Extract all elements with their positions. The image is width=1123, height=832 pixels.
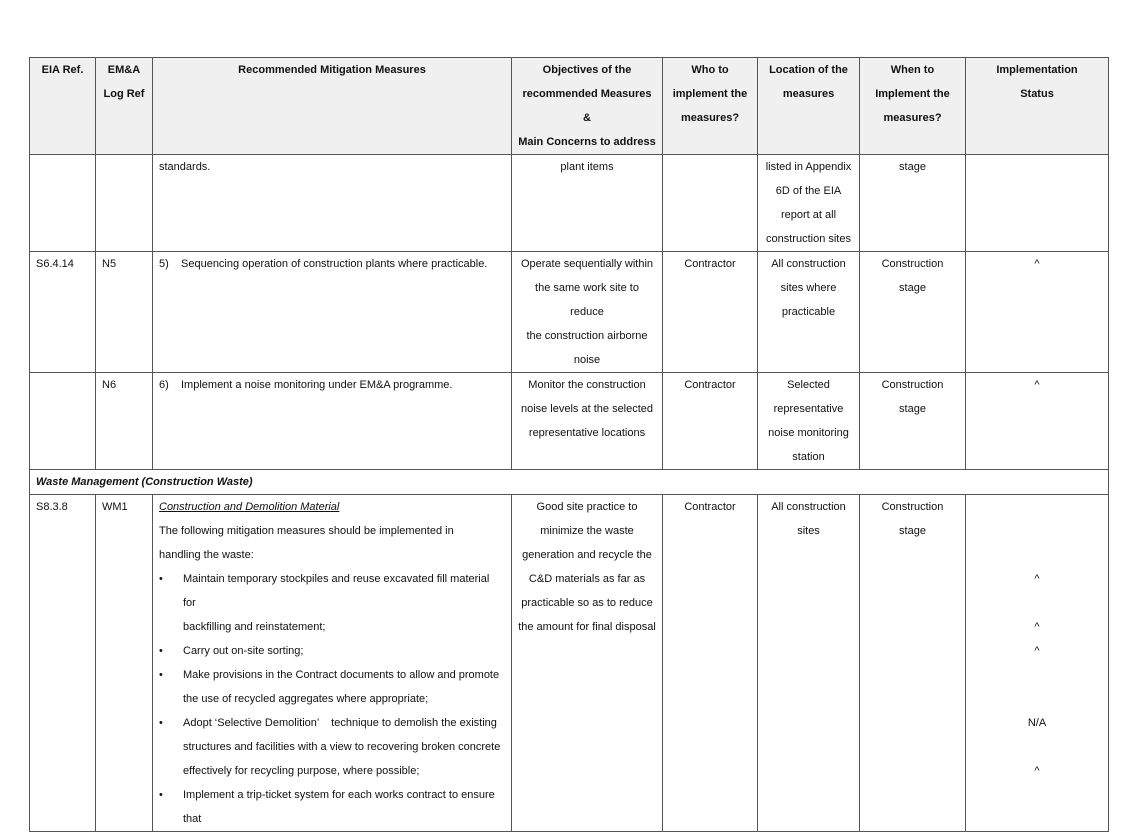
location-cell: Selected representative noise monitoring station [758,373,860,470]
table-row [30,155,1109,252]
section-title: Waste Management (Construction Waste) [30,470,1109,495]
who-cell: Contractor [663,252,758,373]
who-cell: Contractor [663,495,758,832]
who-cell [663,155,758,252]
header-location: Location of the measures [758,58,860,155]
measure-cell: standards. [153,155,512,252]
objective-cell: Monitor the construction noise levels at the selected representative locations [512,373,663,470]
measure-cell: 5) Sequencing operation of construction plants where practicable. [153,252,512,373]
header-status: Implementation Status [966,58,1109,155]
header-measures: Recommended Mitigation Measures [153,58,512,155]
log-ref-cell: WM1 [96,495,153,832]
log-ref-cell: N5 [96,252,153,373]
when-cell: Construction stage [860,495,966,832]
bullet-icon: • [159,717,163,729]
eia-ref-cell: S6.4.14 [30,252,96,373]
list-item: • Adopt ‘Selective Demolition’ technique to demolish the existing structures and facilities with a view to recovering broken concrete effectively for recycling purpose, where possible; [159,711,505,783]
table-row [30,373,1109,470]
measure-cell [153,495,512,832]
eia-ref-cell [30,373,96,470]
status-cell: ^ [966,373,1109,470]
list-item: • Implement a trip-ticket system for each works contract to ensure that [159,783,505,831]
measure-heading: Construction and Demolition Material [159,501,340,513]
header-log-ref: EM&A Log Ref [96,58,153,155]
bullet-icon: • [159,573,163,585]
list-item: • Carry out on-site sorting; [159,639,505,663]
eia-ref-cell: S8.3.8 [30,495,96,832]
measure-intro: The following mitigation measures should be implemented in [159,525,454,537]
measure-intro: handling the waste: [159,549,254,561]
log-ref-cell [96,155,153,252]
location-cell: All construction sites [758,495,860,832]
log-ref-cell: N6 [96,373,153,470]
objective-cell: Good site practice to minimize the waste generation and recycle the C&D materials as far as practicable so as to reduce the amount for final disposal [512,495,663,832]
when-cell: Construction stage [860,373,966,470]
header-when: When to Implement the measures? [860,58,966,155]
header-eia-ref: EIA Ref. [30,58,96,155]
objective-cell: plant items [512,155,663,252]
table-row [30,252,1109,373]
table-row [30,495,1109,832]
status-cell [966,155,1109,252]
list-item: • Maintain temporary stockpiles and reuse excavated fill material for backfilling and reinstatement; [159,567,505,639]
eia-ref-cell [30,155,96,252]
bullet-icon: • [159,669,163,681]
list-item: • Make provisions in the Contract documents to allow and promote the use of recycled aggregates where appropriate; [159,663,505,711]
header-who: Who to implement the measures? [663,58,758,155]
objective-cell: Operate sequentially within the same work site to reduce the construction airborne noise [512,252,663,373]
bullet-icon: • [159,789,163,801]
measure-cell: 6) Implement a noise monitoring under EM&A programme. [153,373,512,470]
header-row [30,58,1109,155]
when-cell: Construction stage [860,252,966,373]
location-cell: listed in Appendix 6D of the EIA report at all construction sites [758,155,860,252]
when-cell: stage [860,155,966,252]
status-cell: ^ [966,252,1109,373]
who-cell: Contractor [663,373,758,470]
bullet-icon: • [159,645,163,657]
section-row [30,470,1109,495]
status-cell: ^ ^ ^ N/A ^ [966,495,1109,832]
location-cell: All construction sites where practicable [758,252,860,373]
header-objectives: Objectives of the recommended Measures & Main Concerns to address [512,58,663,155]
mitigation-table [29,57,1109,832]
